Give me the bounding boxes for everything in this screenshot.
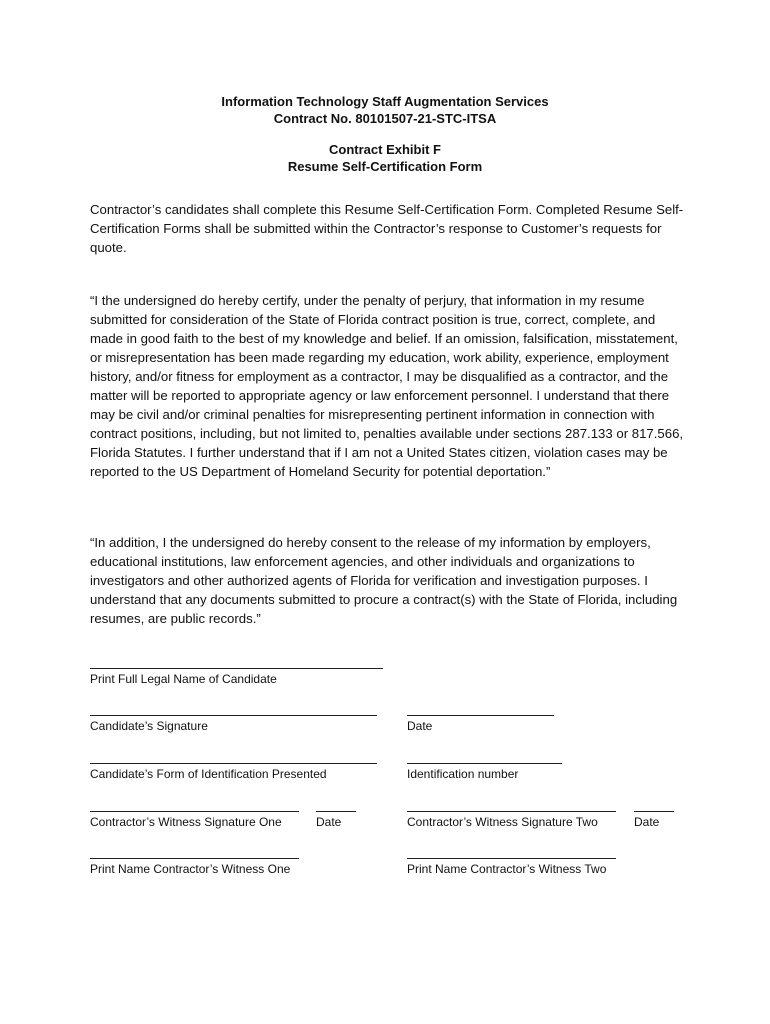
id-presented-line[interactable] <box>90 751 377 764</box>
witness-two-date-field[interactable] <box>634 799 674 829</box>
witness-one-name-line[interactable] <box>90 846 299 859</box>
witness-one-date-line[interactable] <box>316 799 356 812</box>
witness-one-name-label: Print Name Contractor’s Witness One <box>90 862 291 876</box>
witness-one-date-label: Date <box>316 815 342 829</box>
id-presented-field[interactable] <box>90 751 377 781</box>
intro-paragraph <box>90 200 690 257</box>
witness-two-signature-field[interactable] <box>407 799 616 829</box>
header-program-title: Information Technology Staff Augmentation Services <box>221 94 549 109</box>
candidate-date-line[interactable] <box>407 703 554 716</box>
header-form-title: Resume Self-Certification Form <box>287 159 483 174</box>
witness-one-signature-line[interactable] <box>90 799 299 812</box>
candidate-date-label: Date <box>407 719 433 733</box>
witness-one-name-field[interactable] <box>90 846 299 876</box>
witness-one-date-field[interactable] <box>316 799 356 829</box>
witness-two-signature-label: Contractor’s Witness Signature Two <box>407 815 598 829</box>
id-number-label: Identification number <box>407 767 519 781</box>
id-presented-label: Candidate’s Form of Identification Presented <box>90 767 327 781</box>
certification-text: “I the undersigned do hereby certify, under the penalty of perjury, that information in my resume submitted for consideration of the State of Florida contract position is true, correct, complete, and made in good faith to the best of my knowledge and belief. If an omission, falsification, misstatement, or misrepresentation has been made regarding my education, work ability, experience, employment history, and/or fitness for employment as a contractor, I may be disqualified as a contractor, and the matter will be reported to appropriate agency or law enforcement personnel. I understand that there may be civil and/or criminal penalties for misrepresenting pertinent information in connection with contract positions, including, but not limited to, penalties available under sections 287.133 or 817.566, Florida Statutes. I further understand that if I am not a United States citizen, violation cases may be reported to the US Department of Homeland Security for potential deportation.” <box>90 293 684 479</box>
witness-two-signature-line[interactable] <box>407 799 616 812</box>
certification-paragraph <box>90 291 690 481</box>
candidate-name-line[interactable] <box>90 656 383 669</box>
witness-two-date-label: Date <box>634 815 660 829</box>
witness-two-date-line[interactable] <box>634 799 674 812</box>
witness-two-name-line[interactable] <box>407 846 616 859</box>
witness-two-name-field[interactable] <box>407 846 616 876</box>
header-exhibit-title: Contract Exhibit F <box>329 142 441 157</box>
id-number-line[interactable] <box>407 751 562 764</box>
candidate-signature-field[interactable] <box>90 703 377 733</box>
intro-text: Contractor’s candidates shall complete this Resume Self-Certification Form. Completed Resume Self-Certification Forms shall be submitted within the Contractor’s response to Customer’s requests for quote. <box>90 202 684 255</box>
id-number-field[interactable] <box>407 751 562 781</box>
candidate-signature-line[interactable] <box>90 703 377 716</box>
consent-paragraph <box>90 533 690 628</box>
candidate-name-label: Print Full Legal Name of Candidate <box>90 672 277 686</box>
consent-text: “In addition, I the undersigned do hereby consent to the release of my information by employers, educational institutions, law enforcement agencies, and other individuals and organizations to investigators and other authorized agents of Florida for verification and investigation purposes. I understand that any documents submitted to procure a contract(s) with the State of Florida, including resumes, are public records.” <box>90 535 678 626</box>
candidate-date-field[interactable] <box>407 703 554 733</box>
witness-one-signature-label: Contractor’s Witness Signature One <box>90 815 282 829</box>
candidate-name-field[interactable] <box>90 656 383 686</box>
witness-two-name-label: Print Name Contractor’s Witness Two <box>407 862 607 876</box>
candidate-signature-label: Candidate’s Signature <box>90 719 208 733</box>
witness-one-signature-field[interactable] <box>90 799 299 829</box>
header-contract-number: Contract No. 80101507-21-STC-ITSA <box>273 111 497 126</box>
